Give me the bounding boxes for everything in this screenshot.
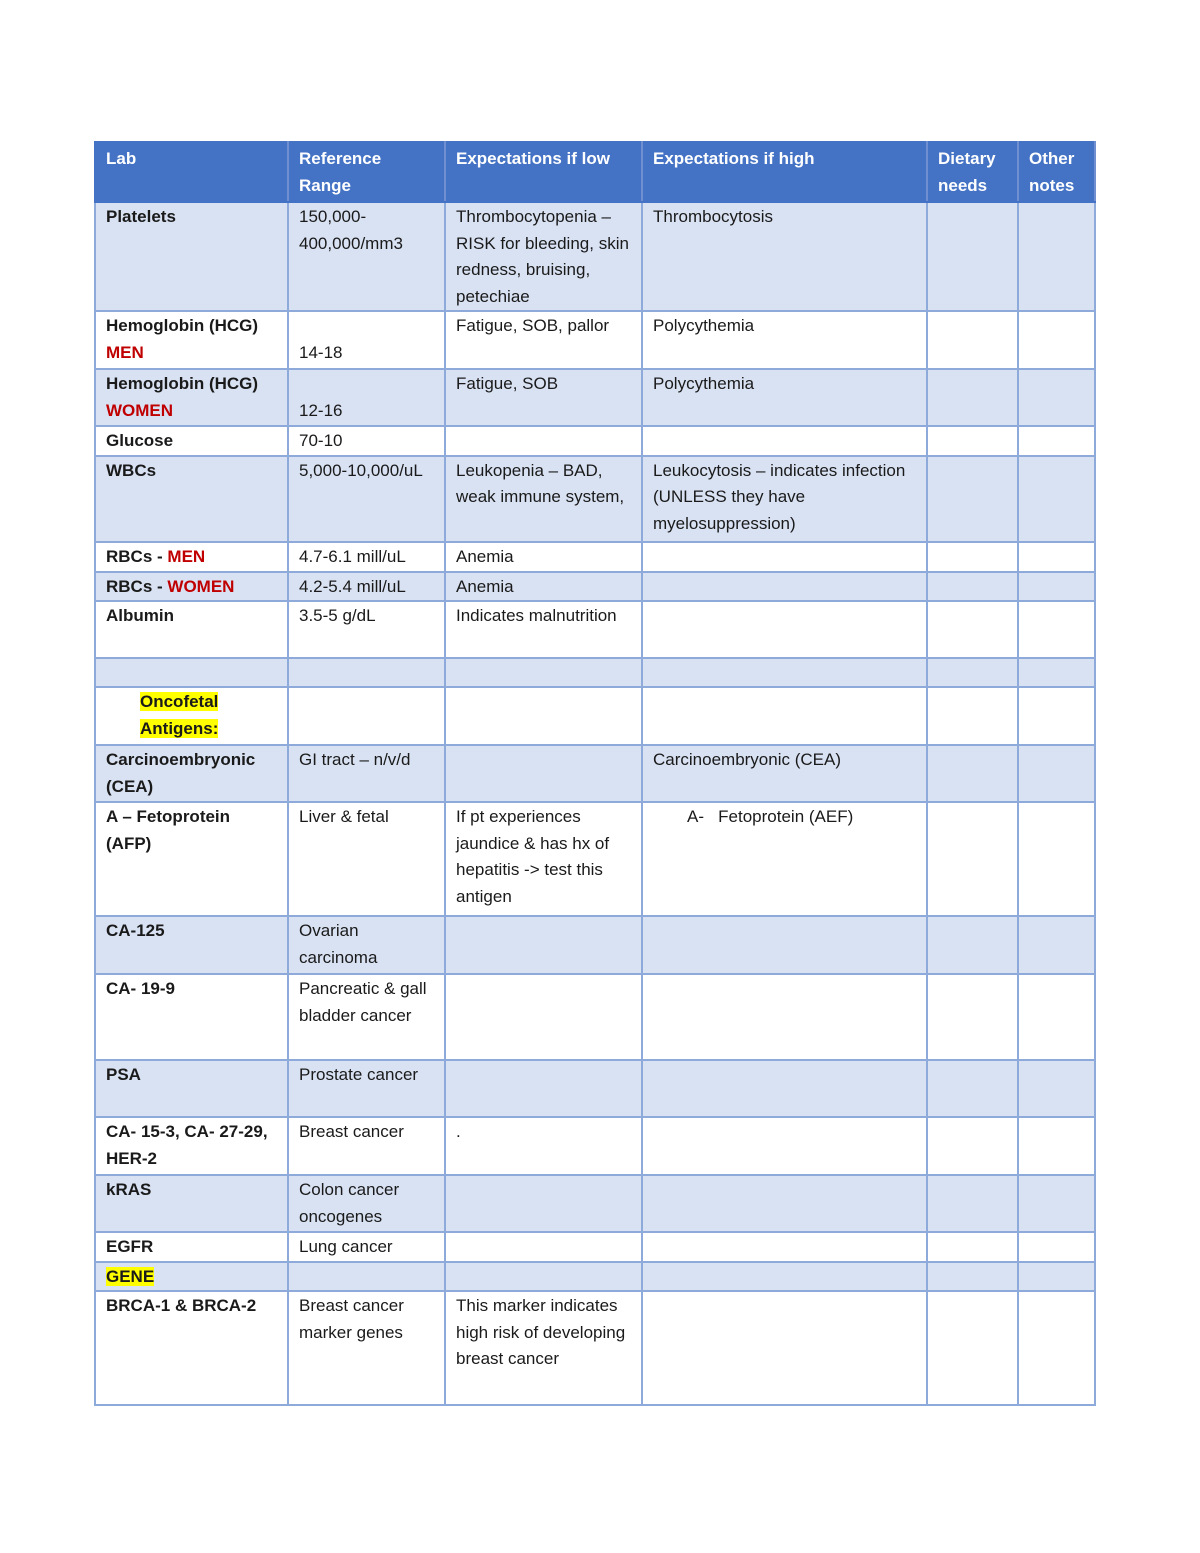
table-row [95,426,1095,456]
diet-cell [927,601,1018,658]
notes-cell [1018,687,1095,745]
diet-cell [927,311,1018,369]
range-cell [288,311,445,369]
low-cell [445,745,642,802]
notes-cell [1018,369,1095,426]
table-row [95,311,1095,369]
header-expectations-high: Expectations if high [642,142,927,202]
range-cell: 4.7-6.1 mill/uL [288,542,445,572]
high-cell [642,601,927,658]
range-cell: GI tract – n/v/d [288,745,445,802]
diet-cell [927,1291,1018,1405]
high-cell: Thrombocytosis [642,202,927,311]
table-row [95,1175,1095,1232]
notes-cell [1018,1291,1095,1405]
range-cell: Breast cancer [288,1117,445,1175]
lab-cell [95,311,288,369]
section-heading-gene: GENE [106,1266,155,1286]
header-other-notes: Other notes [1018,142,1095,202]
lab-cell [95,658,288,687]
lab-cell: CA- 19-9 [95,974,288,1060]
diet-cell [927,369,1018,426]
range-cell: Ovarian carcinoma [288,916,445,974]
range-cell [288,658,445,687]
low-cell: If pt experiences jaundice & has hx of hepatitis -> test this antigen [445,802,642,916]
low-cell: Thrombocytopenia – RISK for bleeding, skin redness, bruising, petechiae [445,202,642,311]
range-cell: Liver & fetal [288,802,445,916]
table-row [95,1117,1095,1175]
table-row [95,1291,1095,1405]
lab-cell [95,369,288,426]
lab-cell: Platelets [95,202,288,311]
diet-cell [927,456,1018,542]
low-cell: Fatigue, SOB [445,369,642,426]
lab-cell: A – Fetoprotein (AFP) [95,802,288,916]
high-cell: Leukocytosis – indicates infection (UNLESS they have myelosuppression) [642,456,927,542]
section-row [95,687,1095,745]
table-row [95,601,1095,658]
lab-cell: Albumin [95,601,288,658]
table-row [95,456,1095,542]
high-cell [642,572,927,602]
lab-cell: WBCs [95,456,288,542]
lab-cell: CA- 15-3, CA- 27-29, HER-2 [95,1117,288,1175]
notes-cell [1018,601,1095,658]
header-lab: Lab [95,142,288,202]
notes-cell [1018,202,1095,311]
range-value: 14-18 [299,342,343,362]
diet-cell [927,658,1018,687]
diet-cell [927,1060,1018,1117]
table-row [95,802,1095,916]
table-row [95,745,1095,802]
low-cell [445,1175,642,1232]
range-cell: Prostate cancer [288,1060,445,1117]
low-cell: . [445,1117,642,1175]
header-reference-range: Reference Range [288,142,445,202]
header-dietary-needs: Dietary needs [927,142,1018,202]
diet-cell [927,974,1018,1060]
low-cell: This marker indicates high risk of developing breast cancer [445,1291,642,1405]
notes-cell [1018,426,1095,456]
diet-cell [927,1117,1018,1175]
diet-cell [927,802,1018,916]
high-cell [642,916,927,974]
low-cell: Anemia [445,542,642,572]
notes-cell [1018,1262,1095,1292]
lab-name: RBCs - [106,576,168,596]
table-row [95,572,1095,602]
diet-cell [927,745,1018,802]
table-row [95,1232,1095,1262]
high-cell [642,1232,927,1262]
high-cell [642,542,927,572]
section-cell [95,687,288,745]
low-cell: Fatigue, SOB, pallor [445,311,642,369]
high-cell: Carcinoembryonic (CEA) [642,745,927,802]
notes-cell [1018,1175,1095,1232]
diet-cell [927,572,1018,602]
high-cell: A- Fetoprotein (AEF) [642,802,927,916]
notes-cell [1018,1232,1095,1262]
lab-cell: Glucose [95,426,288,456]
lab-cell [95,572,288,602]
low-cell [445,974,642,1060]
diet-cell [927,426,1018,456]
lab-cell: Carcinoembryonic (CEA) [95,745,288,802]
high-cell [642,1291,927,1405]
high-cell [642,1262,927,1292]
low-cell [445,1232,642,1262]
diet-cell [927,202,1018,311]
table-row [95,369,1095,426]
table-row [95,542,1095,572]
range-cell: 70-10 [288,426,445,456]
lab-tag-women: WOMEN [167,576,235,596]
lab-cell: BRCA-1 & BRCA-2 [95,1291,288,1405]
notes-cell [1018,542,1095,572]
section-row [95,1262,1095,1292]
notes-cell [1018,745,1095,802]
notes-cell [1018,456,1095,542]
low-cell [445,1262,642,1292]
low-cell [445,916,642,974]
low-cell [445,658,642,687]
range-cell [288,1262,445,1292]
diet-cell [927,1175,1018,1232]
range-cell: Pancreatic & gall bladder cancer [288,974,445,1060]
range-cell: Colon cancer oncogenes [288,1175,445,1232]
high-cell [642,1175,927,1232]
lab-tag-women: WOMEN [106,400,174,420]
high-cell [642,1060,927,1117]
low-cell: Indicates malnutrition [445,601,642,658]
diet-cell [927,916,1018,974]
table-row [95,658,1095,687]
lab-tag-men: MEN [106,342,144,362]
lab-cell: kRAS [95,1175,288,1232]
low-cell: Leukopenia – BAD, weak immune system, [445,456,642,542]
lab-cell: PSA [95,1060,288,1117]
low-cell: Anemia [445,572,642,602]
diet-cell [927,687,1018,745]
range-cell [288,369,445,426]
table-row [95,202,1095,311]
range-cell: 3.5-5 g/dL [288,601,445,658]
low-cell [445,426,642,456]
low-cell [445,1060,642,1117]
range-cell [288,687,445,745]
range-cell: 150,000-400,000/mm3 [288,202,445,311]
high-cell [642,687,927,745]
high-cell [642,426,927,456]
range-cell: 5,000-10,000/uL [288,456,445,542]
table-row [95,1060,1095,1117]
notes-cell [1018,311,1095,369]
low-cell [445,687,642,745]
table-row [95,916,1095,974]
lab-cell [95,542,288,572]
diet-cell [927,1262,1018,1292]
section-heading-oncofetal-antigens: Oncofetal Antigens: [140,692,219,738]
diet-cell [927,1232,1018,1262]
notes-cell [1018,916,1095,974]
lab-values-table [94,141,1096,1406]
lab-name: Hemoglobin (HCG) [106,316,259,335]
lab-cell: CA-125 [95,916,288,974]
high-cell [642,658,927,687]
header-row [95,142,1095,202]
high-cell [642,974,927,1060]
lab-name: Hemoglobin (HCG) [106,374,259,393]
lab-name: RBCs - [106,546,168,566]
notes-cell [1018,658,1095,687]
lab-tag-men: MEN [167,546,206,566]
lab-cell: EGFR [95,1232,288,1262]
notes-cell [1018,572,1095,602]
diet-cell [927,542,1018,572]
range-cell: 4.2-5.4 mill/uL [288,572,445,602]
notes-cell [1018,802,1095,916]
notes-cell [1018,974,1095,1060]
high-cell: Polycythemia [642,369,927,426]
notes-cell [1018,1060,1095,1117]
notes-cell [1018,1117,1095,1175]
section-cell [95,1262,288,1292]
table-row [95,974,1095,1060]
range-cell: Breast cancer marker genes [288,1291,445,1405]
range-cell: Lung cancer [288,1232,445,1262]
high-cell [642,1117,927,1175]
high-cell: Polycythemia [642,311,927,369]
range-value: 12-16 [299,400,343,420]
header-expectations-low: Expectations if low [445,142,642,202]
